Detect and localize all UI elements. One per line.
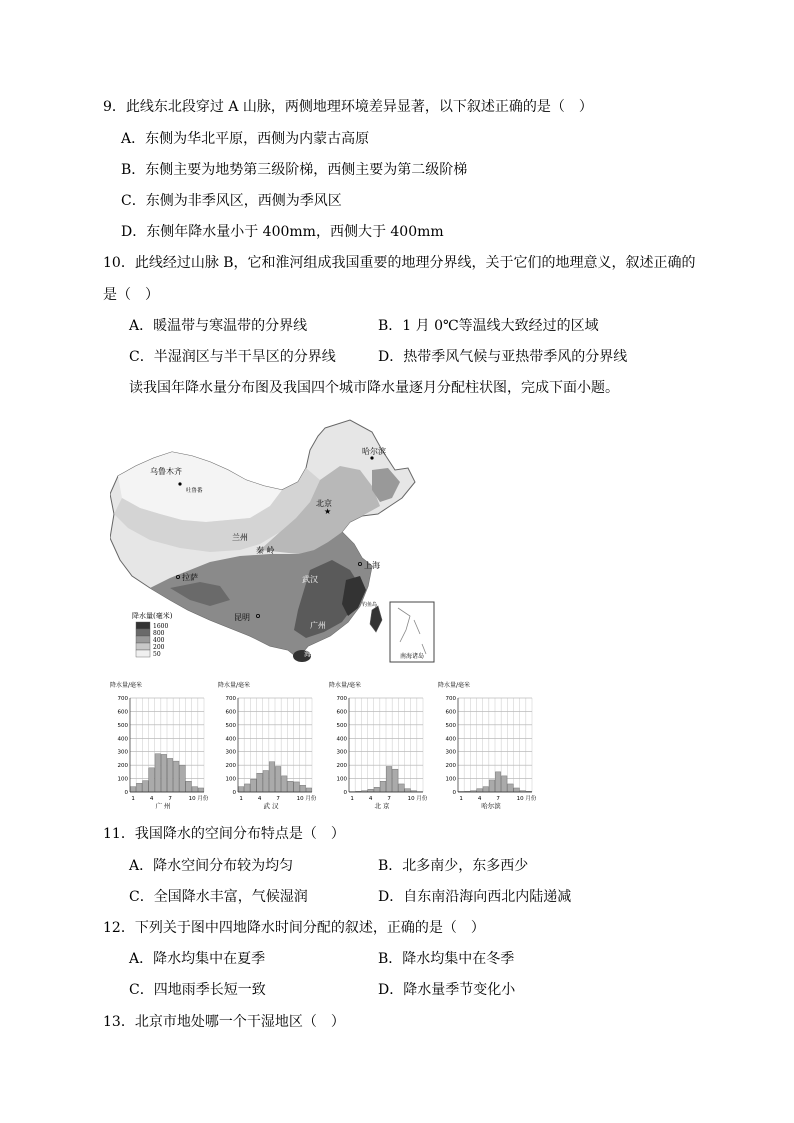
chart-ytick-label: 600 xyxy=(117,709,128,716)
map-qinling-label: 秦 岭 xyxy=(256,546,275,555)
map-legend-title: 降水量(毫米) xyxy=(132,612,173,620)
chart-bar-month-9 xyxy=(180,765,186,792)
chart-ytick-label: 400 xyxy=(117,736,128,743)
chart-harbin-svg xyxy=(436,678,536,812)
chart-bar-month-7 xyxy=(167,758,173,792)
chart-bar-month-5 xyxy=(155,754,161,792)
chart-xtick-label: 1 xyxy=(350,796,354,802)
map-city-urumqi: 乌鲁木齐 xyxy=(150,467,182,476)
chart-bar-month-4 xyxy=(368,789,374,792)
map-city-turpan: 吐鲁番 xyxy=(186,488,203,494)
chart-ytick-label: 700 xyxy=(117,696,128,702)
q13-stem: 13．北京市地处哪一个干湿地区（ ） xyxy=(103,1014,345,1030)
map-legend-swatch-200 xyxy=(136,643,150,650)
map-inset-label: 南海诸岛 xyxy=(399,653,425,660)
map-city-harbin: 哈尔滨 xyxy=(362,447,386,456)
chart-bar-month-6 xyxy=(489,780,495,792)
chart-ylabel: 降水量/毫米 xyxy=(110,682,143,689)
q11-option-c: C．全国降水丰富，气候湿润 xyxy=(129,889,308,905)
chart-xtick-label: 4 xyxy=(477,796,482,802)
chart-xtick-label: 4 xyxy=(368,796,373,802)
map-legend-1600: 1600 xyxy=(153,623,169,630)
chart-ytick-label: 600 xyxy=(336,709,347,716)
chart-ytick-label: 500 xyxy=(225,722,236,729)
chart-xtick-label: 7 xyxy=(387,796,391,802)
chart-ytick-label: 600 xyxy=(225,709,236,716)
chart-bar-month-6 xyxy=(380,781,386,792)
map-legend-50: 50 xyxy=(153,651,161,658)
q10-stem-line2: 是（ ） xyxy=(103,287,159,303)
q12-option-c: C．四地雨季长短一致 xyxy=(129,982,266,998)
chart-bar-month-4 xyxy=(149,768,155,792)
map-legend-400: 400 xyxy=(153,637,165,644)
chart-beijing-svg xyxy=(327,678,427,812)
chart-xtick-label: 1 xyxy=(131,796,135,802)
chart-bar-month-7 xyxy=(275,766,281,792)
chart-ytick-label: 200 xyxy=(225,763,236,770)
chart-ytick-label: 200 xyxy=(445,763,456,770)
chart-guangzhou xyxy=(108,678,208,812)
chart-ytick-label: 400 xyxy=(445,736,456,743)
chart-guangzhou-svg xyxy=(108,678,208,812)
map-city-beijing: 北京 xyxy=(316,499,332,508)
chart-xtick-label: 1 xyxy=(239,796,243,802)
map-city-kunming: 昆明 xyxy=(234,613,250,622)
chart-ytick-label: 100 xyxy=(225,776,236,783)
chart-ytick-label: 500 xyxy=(117,722,128,729)
chart-ytick-label: 300 xyxy=(445,749,456,756)
q10-option-b: B．1 月 0℃等温线大致经过的区域 xyxy=(378,318,599,334)
chart-bar-month-12 xyxy=(198,788,204,792)
map-legend-200: 200 xyxy=(153,644,165,651)
chart-bar-month-4 xyxy=(257,773,263,792)
chart-xtick-label: 4 xyxy=(149,796,154,802)
chart-ylabel: 降水量/毫米 xyxy=(329,682,362,689)
chart-bar-month-9 xyxy=(288,781,294,792)
chart-xtick-label: 10 月份 xyxy=(407,796,427,802)
chart-city-title: 哈尔滨 xyxy=(481,802,501,810)
q11-stem: 11．我国降水的空间分布特点是（ ） xyxy=(103,826,345,842)
chart-ytick-label: 200 xyxy=(117,763,128,770)
map-legend-800: 800 xyxy=(153,630,165,637)
chart-xtick-label: 10 月份 xyxy=(188,796,208,802)
chart-ytick-label: 100 xyxy=(117,776,128,783)
chart-ytick-label: 300 xyxy=(117,749,128,756)
chart-wuhan xyxy=(216,678,316,812)
q12-option-a: A．降水均集中在夏季 xyxy=(129,951,266,967)
chart-ytick-label: 400 xyxy=(225,736,236,743)
chart-bar-month-8 xyxy=(281,776,287,792)
chart-xtick-label: 7 xyxy=(496,796,500,802)
chart-ytick-label: 0 xyxy=(343,790,347,796)
precipitation-map xyxy=(110,410,440,670)
chart-bar-month-8 xyxy=(501,776,507,792)
chart-bar-month-3 xyxy=(251,779,257,792)
map-city-marker-harbin xyxy=(370,456,373,459)
map-legend-swatch-800 xyxy=(136,629,150,636)
chart-ytick-label: 100 xyxy=(445,776,456,783)
chart-xtick-label: 7 xyxy=(168,796,172,802)
chart-beijing xyxy=(327,678,427,812)
map-city-haikou: 海口 xyxy=(304,650,318,658)
chart-ylabel: 降水量/毫米 xyxy=(218,682,251,689)
map-legend-swatch-400 xyxy=(136,636,150,643)
chart-ytick-label: 0 xyxy=(452,790,456,796)
chart-bar-month-2 xyxy=(244,784,250,792)
chart-ytick-label: 400 xyxy=(336,736,347,743)
map-city-guangzhou: 广州 xyxy=(310,621,326,630)
chart-bar-month-5 xyxy=(483,787,489,792)
map-legend-swatch-50 xyxy=(136,650,150,657)
chart-bar-month-11 xyxy=(192,787,198,792)
chart-ytick-label: 0 xyxy=(124,790,128,796)
chart-bar-month-3 xyxy=(143,781,149,792)
chart-city-title: 北 京 xyxy=(374,802,390,810)
chart-city-title: 广 州 xyxy=(155,802,171,810)
q12-option-d: D．降水量季节变化小 xyxy=(378,982,516,998)
q9-option-c: C．东侧为非季风区，西侧为季风区 xyxy=(121,193,342,209)
chart-ytick-label: 600 xyxy=(445,709,456,716)
intro-text: 读我国年降水量分布图及我国四个城市降水量逐月分配柱状图，完成下面小题。 xyxy=(129,380,619,396)
precipitation-map-figure xyxy=(110,410,440,670)
chart-ytick-label: 500 xyxy=(445,722,456,729)
q9-option-a: A．东侧为华北平原，西侧为内蒙古高原 xyxy=(121,131,370,147)
chart-ytick-label: 700 xyxy=(225,696,236,702)
q9-option-d: D．东侧年降水量小于 400mm，西侧大于 400mm xyxy=(121,224,444,240)
q10-option-a: A．暖温带与寒温带的分界线 xyxy=(129,318,308,334)
map-taiwan-island xyxy=(370,606,382,632)
q12-stem: 12．下列关于图中四地降水时间分配的叙述，正确的是（ ） xyxy=(103,920,485,936)
q11-option-d: D．自东南沿海向西北内陆递减 xyxy=(378,889,572,905)
chart-ytick-label: 0 xyxy=(232,790,236,796)
chart-bar-month-10 xyxy=(405,789,411,792)
q12-option-b: B．降水均集中在冬季 xyxy=(378,951,515,967)
chart-bar-month-8 xyxy=(392,769,398,792)
q10-stem-line1: 10．此线经过山脉 B，它和淮河组成我国重要的地理分界线，关于它们的地理意义，叙述正确的 xyxy=(103,255,696,271)
q11-option-b: B．北多南少，东多西少 xyxy=(378,858,529,874)
chart-xtick-label: 10 月份 xyxy=(296,796,316,802)
chart-ytick-label: 300 xyxy=(225,749,236,756)
map-city-marker-urumqi xyxy=(178,482,181,485)
chart-ytick-label: 300 xyxy=(336,749,347,756)
chart-wuhan-svg xyxy=(216,678,316,812)
chart-xtick-label: 7 xyxy=(276,796,280,802)
chart-bar-month-12 xyxy=(306,788,312,792)
chart-xtick-label: 10 月份 xyxy=(516,796,536,802)
chart-xtick-label: 1 xyxy=(459,796,463,802)
map-legend-swatch-1600 xyxy=(136,622,150,629)
q10-option-d: D．热带季风气候与亚热带季风的分界线 xyxy=(378,349,628,365)
chart-bar-month-7 xyxy=(386,766,392,792)
chart-bar-month-10 xyxy=(294,782,300,792)
chart-bar-month-8 xyxy=(173,761,179,792)
chart-ytick-label: 200 xyxy=(336,763,347,770)
chart-ytick-label: 700 xyxy=(336,696,347,702)
chart-bar-month-6 xyxy=(269,762,275,792)
chart-ylabel: 降水量/毫米 xyxy=(438,682,471,689)
chart-ytick-label: 100 xyxy=(336,776,347,783)
chart-xtick-label: 4 xyxy=(257,796,262,802)
map-city-beijing-star: ★ xyxy=(324,507,332,516)
chart-bar-month-2 xyxy=(136,783,142,792)
chart-bar-month-1 xyxy=(238,787,244,792)
chart-bar-month-9 xyxy=(399,784,405,792)
q9-stem: 9．此线东北段穿过 A 山脉，两侧地理环境差异显著，以下叙述正确的是（ ） xyxy=(103,99,593,115)
chart-bar-month-5 xyxy=(374,787,380,792)
chart-harbin xyxy=(436,678,536,812)
map-city-diaoyu: 钓鱼岛 xyxy=(362,602,378,608)
q10-option-c: C．半湿润区与半干旱区的分界线 xyxy=(129,349,336,365)
chart-ytick-label: 700 xyxy=(445,696,456,702)
chart-bar-month-11 xyxy=(300,785,306,792)
chart-bar-month-10 xyxy=(186,781,192,792)
chart-ytick-label: 500 xyxy=(336,722,347,729)
map-city-lasa: 拉萨 xyxy=(182,573,198,582)
q9-option-b: B．东侧主要为地势第三级阶梯，西侧主要为第二级阶梯 xyxy=(121,162,468,178)
chart-city-title: 武 汉 xyxy=(263,802,279,810)
chart-bar-month-4 xyxy=(477,789,483,792)
map-city-shanghai: 上海 xyxy=(364,561,380,570)
chart-bar-month-1 xyxy=(130,787,136,792)
map-city-lanzhou: 兰州 xyxy=(232,533,248,542)
chart-bar-month-5 xyxy=(263,771,269,792)
chart-bar-month-10 xyxy=(514,788,520,792)
chart-bar-month-7 xyxy=(495,772,501,792)
map-city-wuhan: 武汉 xyxy=(302,575,318,584)
chart-bar-month-6 xyxy=(161,754,167,792)
q11-option-a: A．降水空间分布较为均匀 xyxy=(129,858,294,874)
chart-bar-month-9 xyxy=(508,784,514,792)
